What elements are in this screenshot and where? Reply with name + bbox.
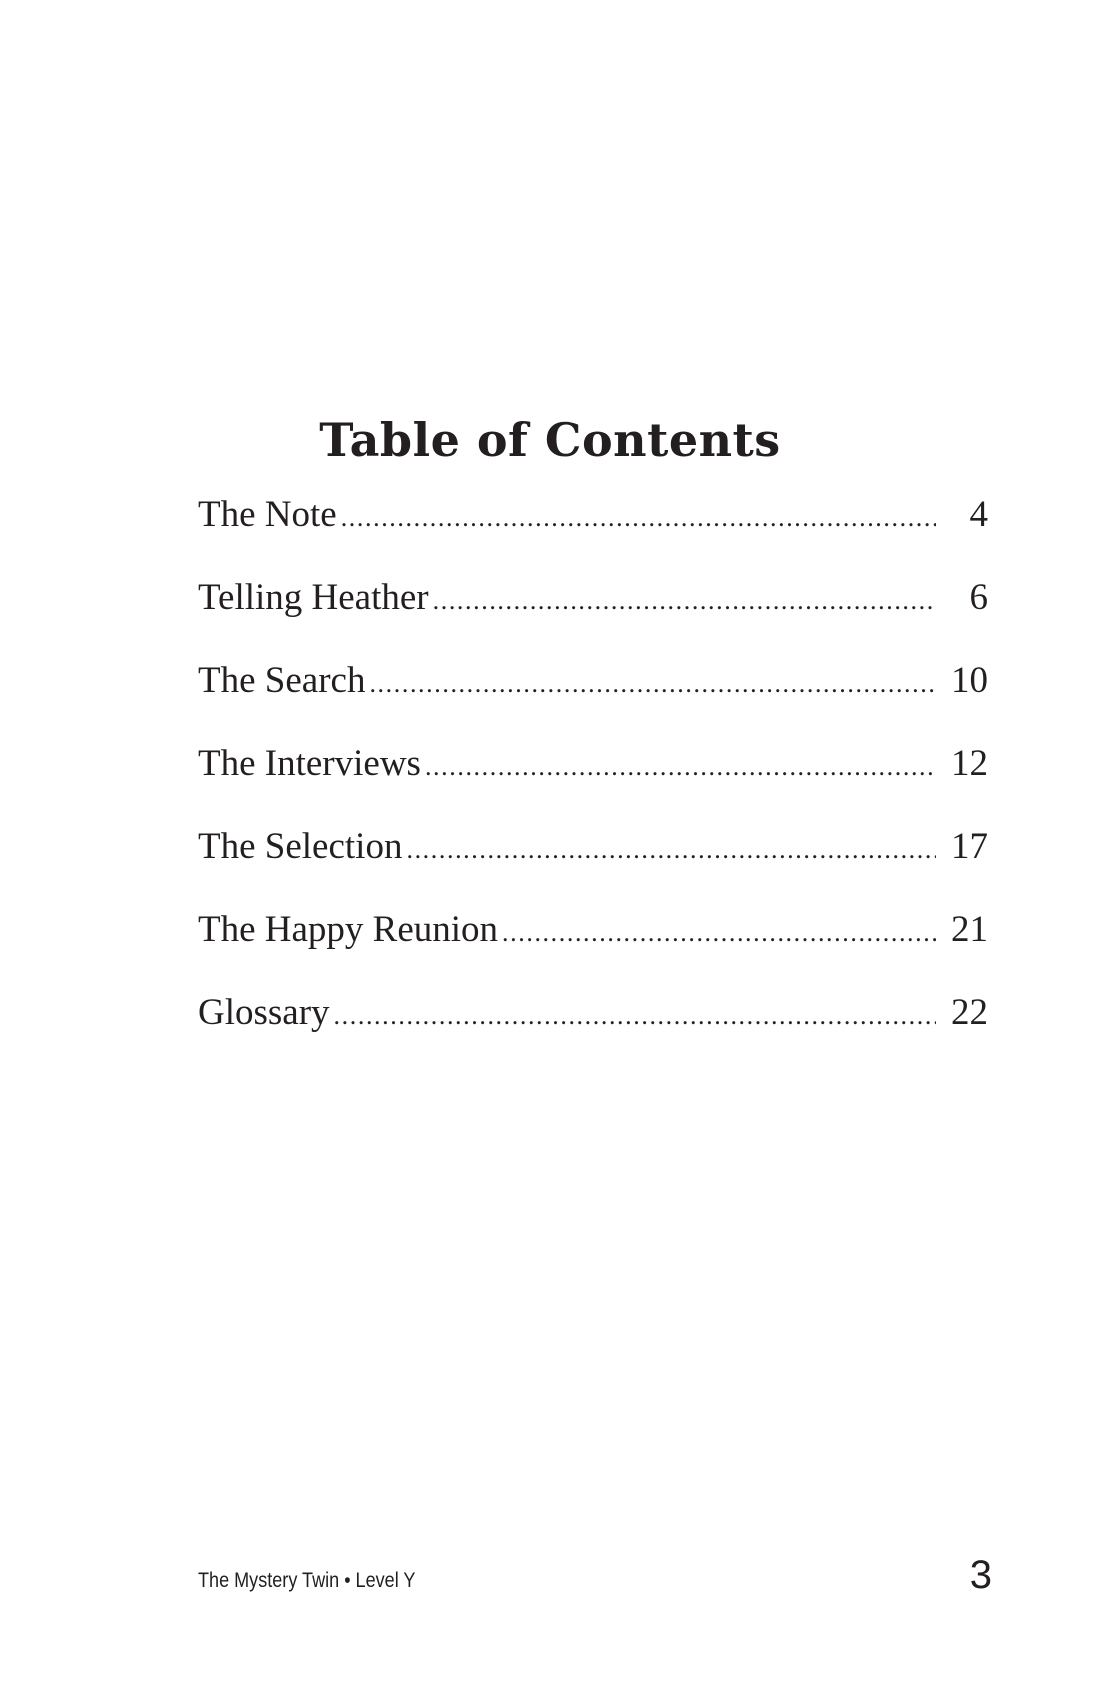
toc-entry-glossary[interactable] bbox=[198, 988, 988, 1071]
toc-entry-label: Glossary bbox=[198, 992, 330, 1033]
toc-entry-page: 10 bbox=[951, 660, 988, 701]
toc-entry-the-note[interactable] bbox=[198, 490, 988, 573]
toc-entry-label: The Note bbox=[198, 494, 337, 535]
page-number: 3 bbox=[969, 1553, 992, 1597]
dot-leader bbox=[369, 659, 936, 709]
dot-leader bbox=[502, 908, 936, 958]
footer-book-title: The Mystery Twin • Level Y bbox=[198, 1569, 416, 1592]
dot-leader bbox=[334, 991, 936, 1041]
toc-list bbox=[198, 490, 988, 1071]
dot-leader bbox=[433, 576, 936, 626]
toc-entry-page: 6 bbox=[969, 577, 988, 618]
toc-entry-the-interviews[interactable] bbox=[198, 739, 988, 822]
page-title: Table of Contents bbox=[319, 413, 781, 467]
toc-entry-page: 4 bbox=[969, 494, 988, 535]
toc-entry-label: The Interviews bbox=[198, 743, 421, 784]
toc-entry-the-happy-reunion[interactable] bbox=[198, 905, 988, 988]
toc-entry-label: The Search bbox=[198, 660, 366, 701]
toc-entry-telling-heather[interactable] bbox=[198, 573, 988, 656]
toc-entry-the-selection[interactable] bbox=[198, 822, 988, 905]
toc-entry-page: 21 bbox=[951, 909, 988, 950]
toc-entry-page: 17 bbox=[951, 826, 988, 867]
dot-leader bbox=[406, 825, 936, 875]
toc-entry-label: The Selection bbox=[198, 826, 403, 867]
toc-entry-label: Telling Heather bbox=[198, 577, 429, 618]
toc-entry-the-search[interactable] bbox=[198, 656, 988, 739]
toc-entry-page: 22 bbox=[951, 992, 988, 1033]
toc-entry-page: 12 bbox=[951, 743, 988, 784]
dot-leader bbox=[341, 493, 936, 543]
toc-entry-label: The Happy Reunion bbox=[198, 909, 499, 950]
dot-leader bbox=[425, 742, 936, 792]
